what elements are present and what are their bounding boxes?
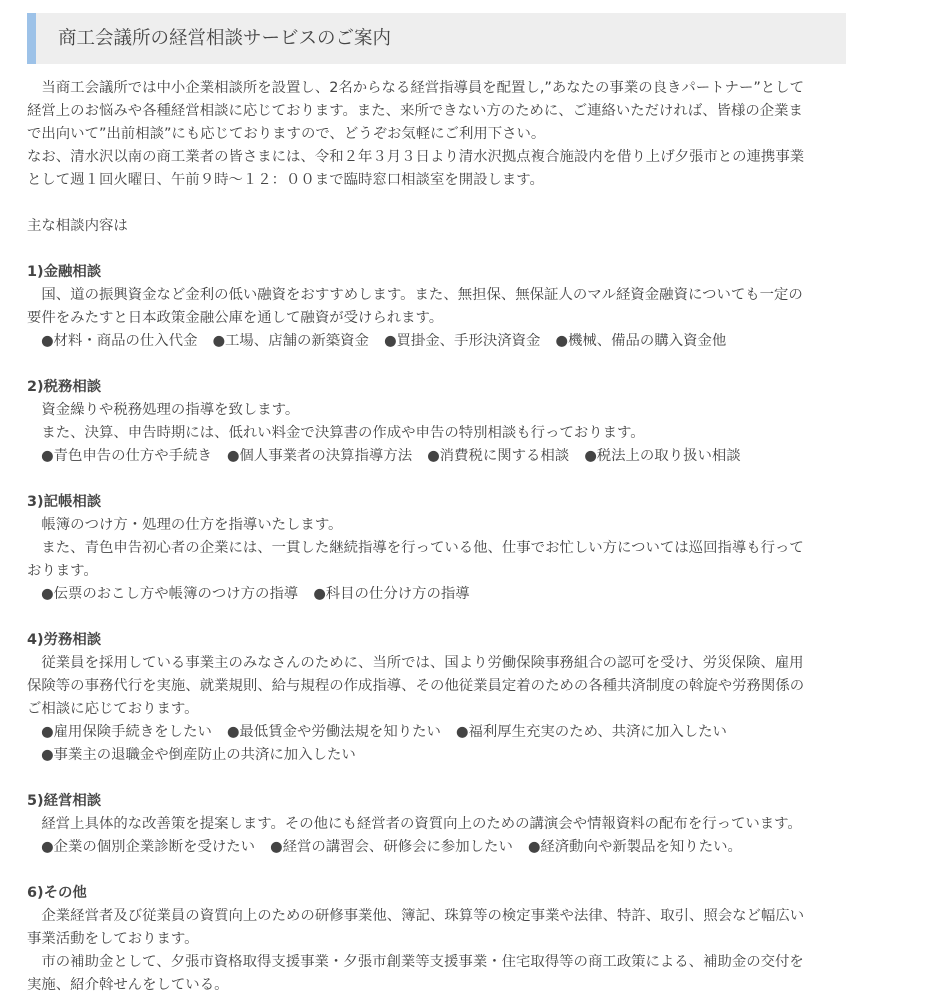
section-text: 従業員を採用している事業主のみなさんのために、当所では、国より労働保険事務組合の認可を受け、労災保険、雇用 [27,655,804,671]
bullet-item: ●最低賃金や労働法規を知りたい [226,724,441,740]
bullet-item: ●福利厚生充実のため、共済に加入したい [455,724,727,740]
section-heading-management: 5)経営相談 [27,793,102,809]
bullet-item: ●工場、店舗の新築資金 [212,333,369,349]
header-accent-bar [27,13,36,64]
bullet-row [27,744,857,767]
intro-line: 当商工会議所では中小企業相談所を設置し、2名からなる経営指導員を配置し,”あなたの事業の良きパートナー”として [27,80,804,96]
section-text: 国、道の振興資金など金利の低い融資をおすすめします。また、無担保、無保証人のマル経資金融資についても一定の [27,287,803,303]
bullet-item: ●青色申告の仕方や手続き [41,448,212,464]
bullet-row [27,721,857,744]
bullet-item: ●機械、備品の購入資金他 [555,333,727,349]
section-text: また、青色申告初心者の企業には、一貫した継続指導を行っている他、仕事でお忙しい方については巡回指導も行って [27,540,804,556]
intro-line: として週１回火曜日、午前９時〜１２：００まで臨時窓口相談室を開設します。 [27,172,544,188]
section-text: 企業経営者及び従業員の資質向上のための研修事業他、簿記、珠算等の検定事業や法律、特許、取引、照会など幅広い [27,908,805,924]
section-text: 帳簿のつけ方・処理の仕方を指導いたします。 [27,517,343,533]
intro-line: なお、清水沢以南の商工業者の皆さまには、令和２年３月３日より清水沢拠点複合施設内を借り上げ夕張市との連携事業 [27,149,805,165]
section-text: 市の補助金として、夕張市資格取得支援事業・夕張市創業等支援事業・住宅取得等の商工政策による、補助金の交付を [27,954,804,970]
bullet-item: ●経営の講習会、研修会に参加したい [270,839,513,855]
section-heading-tax: 2)税務相談 [27,379,102,395]
bullet-row [27,583,857,606]
section-header [27,13,846,64]
page-title: 商工会議所の経営相談サービスのご案内 [58,28,392,49]
section-text: 事業活動をしております。 [27,931,199,947]
article-body [27,77,857,997]
bullet-item: ●伝票のおこし方や帳簿のつけ方の指導 [41,586,299,602]
section-heading-bookkeeping: 3)記帳相談 [27,494,102,510]
bullet-item: ●事業主の退職金や倒産防止の共済に加入したい [41,747,356,763]
bullet-item: ●個人事業者の決算指導方法 [226,448,413,464]
bullet-item: ●経済動向や新製品を知りたい。 [527,839,742,855]
section-text: 要件をみたすと日本政策金融公庫を通して融資が受けられます。 [27,310,444,326]
section-heading-finance: 1)金融相談 [27,264,102,280]
bullet-item: ●消費税に関する相談 [427,448,570,464]
section-text: 実施、紹介斡せんをしている。 [27,977,229,993]
intro-line: 経営上のお悩みや各種経営相談に応じております。また、来所できない方のために、ご連絡いただければ、皆様の企業ま [27,103,803,119]
section-text: おります。 [27,563,98,579]
section-text: 資金繰りや税務処理の指導を致します。 [27,402,300,418]
bullet-row [27,445,857,468]
section-heading-other: 6)その他 [27,885,87,901]
bullet-item: ●買掛金、手形決済資金 [383,333,541,349]
bullet-item: ●税法上の取り扱い相談 [584,448,741,464]
bullet-item: ●材料・商品の仕入代金 [41,333,198,349]
bullet-row [27,836,857,859]
bullet-item: ●雇用保険手続きをしたい [41,724,212,740]
section-text: また、決算、申告時期には、低れい料金で決算書の作成や申告の特別相談も行っております。 [27,425,645,441]
section-text: 経営上具体的な改善策を提案します。その他にも経営者の資質向上のための講演会や情報資料の配布を行っています。 [27,816,802,832]
section-text: 保険等の事務代行を実施、就業規則、給与規程の作成指導、その他従業員定着のための各種共済制度の斡旋や労務関係の [27,678,805,694]
intro-line: で出向いて”出前相談”にも応じておりますので、どうぞお気軽にご利用下さい。 [27,126,546,142]
bullet-item: ●企業の個別企業診断を受けたい [41,839,256,855]
bullet-item: ●科目の仕分け方の指導 [313,586,470,602]
section-heading-labor: 4)労務相談 [27,632,102,648]
section-text: ご相談に応じております。 [27,701,199,717]
main-label: 主な相談内容は [27,218,128,234]
bullet-row [27,330,857,353]
